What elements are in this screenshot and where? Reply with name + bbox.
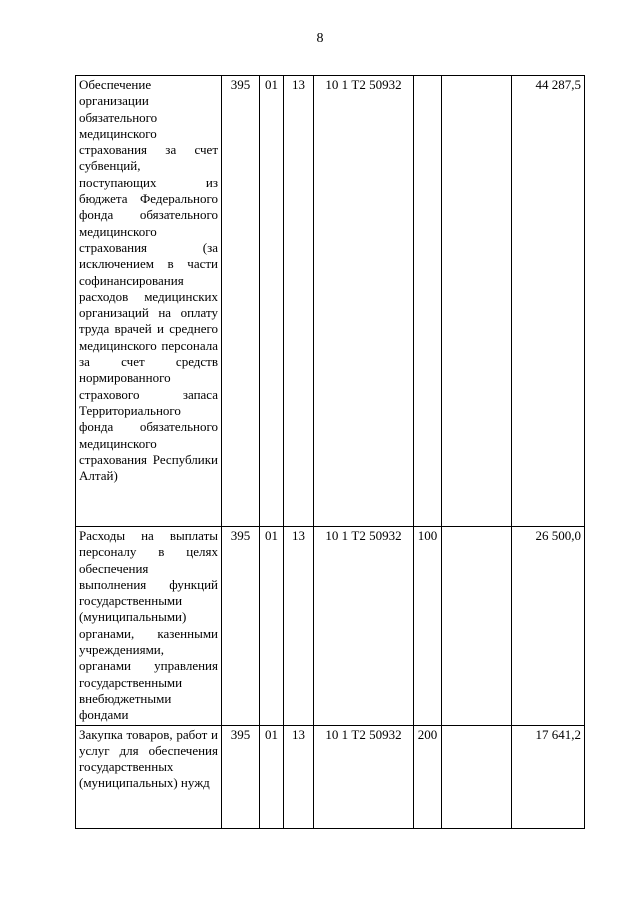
row-amount: 26 500,0: [512, 527, 585, 726]
row-amount: 17 641,2: [512, 725, 585, 828]
row-target-article: 10 1 Т2 50932: [314, 527, 414, 726]
page-number: 8: [316, 31, 324, 46]
row-ministry-code: 395: [222, 527, 260, 726]
row-extra: [442, 527, 512, 726]
row-section-code: 01: [260, 725, 284, 828]
row-target-article: 10 1 Т2 50932: [314, 76, 414, 527]
table-row: [76, 76, 585, 527]
row-extra: [442, 76, 512, 527]
row-expense-type: [414, 76, 442, 527]
table-row: [76, 725, 585, 828]
budget-table: [75, 75, 585, 829]
row-expense-type: 100: [414, 527, 442, 726]
row-subsection-code: 13: [284, 76, 314, 527]
row-ministry-code: 395: [222, 725, 260, 828]
table-row: [76, 527, 585, 726]
row-target-article: 10 1 Т2 50932: [314, 725, 414, 828]
row-ministry-code: 395: [222, 76, 260, 527]
row-amount: 44 287,5: [512, 76, 585, 527]
row-subsection-code: 13: [284, 527, 314, 726]
row-expense-type: 200: [414, 725, 442, 828]
row-section-code: 01: [260, 527, 284, 726]
row-name: Закупка товаров, работ и услуг для обеспечения государственных (муниципальных) нужд: [76, 725, 222, 828]
row-name: Расходы на выплаты персоналу в целях обеспечения выполнения функций государственными (муниципальными) органами, казенными учреждениями, органами управления государственными внебюджетными фондами: [76, 527, 222, 726]
row-name: Обеспечение организации обязательного медицинского страхования за счет субвенций, поступающих из бюджета Федерального фонда обязательного медицинского страхования (за исключением в части софинансирования расходов медицинских организаций на оплату труда врачей и среднего медицинского персонала за счет средств нормированного страхового запаса Территориального фонда обязательного медицинского страхования Республики Алтай): [76, 76, 222, 527]
row-extra: [442, 725, 512, 828]
row-section-code: 01: [260, 76, 284, 527]
row-subsection-code: 13: [284, 725, 314, 828]
